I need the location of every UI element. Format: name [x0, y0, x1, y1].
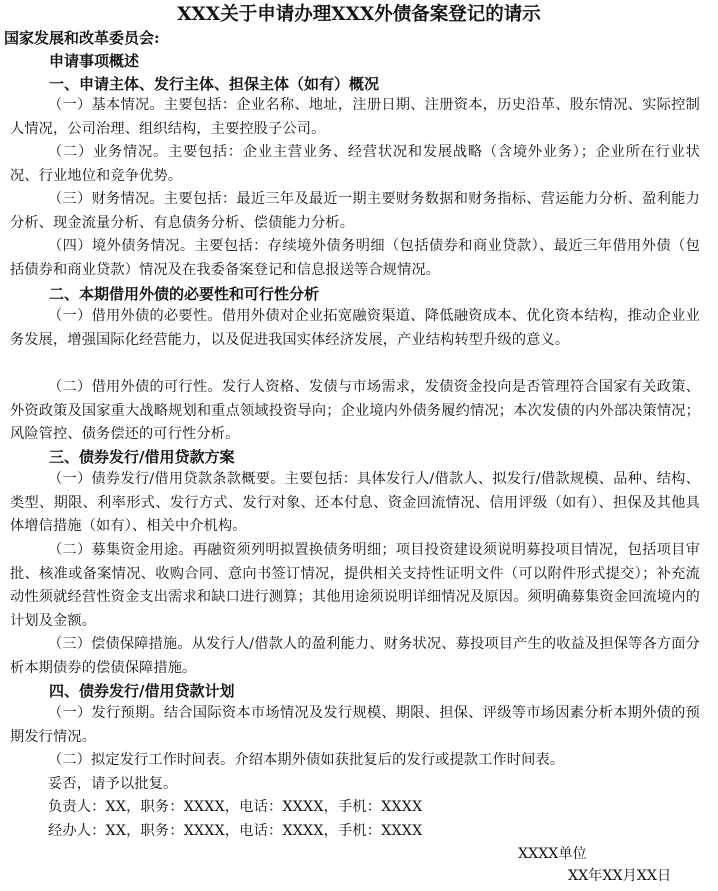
addressee: 国家发展和改革委员会: — [4, 29, 160, 47]
paragraph-2-2: （二）借用外债的可行性。发行人资格、发债与市场需求，发债资金投向是否管理符合国家有关政策、外资政策及国家重大战略规划和重点领域投资导向；企业境内外债务履约情况；本次发债的内外部决策情况；风险管控、债务偿还的可行性分析。 — [10, 379, 700, 443]
paragraph-4-1: （一）发行预期。结合国际资本市场情况及发行规模、期限、担保、评级等市场因素分析本期外债的预期发行情况。 — [10, 705, 700, 745]
contact-handler: 经办人：XX，职务：XXXX，电话：XXXX，手机：XXXX — [48, 823, 423, 839]
contact-responsible: 负责人：XX，职务：XXXX，电话：XXXX，手机：XXXX — [48, 799, 423, 815]
document-title: XXX关于申请办理XXX外债备案登记的请示 — [177, 4, 541, 25]
paragraph-2-1: （一）借用外债的必要性。借用外债对企业拓宽融资渠道、降低融资成本、优化资本结构，推动企业业务发展，增强国际化经营能力，以及促进我国实体经济发展，产业结构转型升级的意义。 — [10, 308, 700, 348]
closing-request: 妥否，请予以批复。 — [48, 776, 178, 792]
signature-unit: XXXX单位 — [518, 846, 587, 862]
paragraph-3-2: （二）募集资金用途。再融资须列明拟置换债务明细；项目投资建设须说明募投项目情况，包括项目审批、核准或备案情况、收购合同、意向书签订情况，提供相关支持性证明文件（可以附件形式提交）；补充流动性须就经营性资金支出需求和缺口进行测算；其他用途须说明详细情况及原因。须明确募集资金回流境内的计划及金额。 — [10, 542, 700, 629]
section-heading-1: 一、申请主体、发行主体、担保主体（如有）概况 — [49, 75, 380, 93]
section-heading-2: 二、本期借用外债的必要性和可行性分析 — [49, 285, 320, 303]
paragraph-1-1: （一）基本情况。主要包括：企业名称、地址，注册日期、注册资本，历史沿革、股东情况、实际控制人情况，公司治理、组织结构，主要控股子公司。 — [10, 97, 700, 137]
section-heading-4: 四、债券发行/借用贷款计划 — [49, 682, 235, 700]
paragraph-1-4: （四）境外债务情况。主要包括：存续境外债务明细（包括债券和商业贷款）、最近三年借用外债（包括债券和商业贷款）情况及在我委备案登记和信息报送等合规情况。 — [10, 238, 700, 278]
section-heading-3: 三、债券发行/借用贷款方案 — [49, 448, 235, 466]
paragraph-1-2: （二）业务情况。主要包括：企业主营业务、经营状况和发展战略（含境外业务）；企业所在行业状况、行业地位和竞争优势。 — [10, 144, 700, 184]
paragraph-3-3: （三）偿债保障措施。从发行人/借款人的盈利能力、财务状况、募投项目产生的收益及担保等各方面分析本期债券的偿债保障措施。 — [10, 636, 700, 676]
paragraph-4-2: （二）拟定发行工作时间表。介绍本期外债如获批复后的发行或提款工作时间表。 — [48, 752, 565, 768]
signature-date: XX年XX月XX日 — [568, 868, 672, 884]
paragraph-1-3: （三）财务情况。主要包括：最近三年及最近一期主要财务数据和财务指标、营运能力分析、盈利能力分析、现金流量分析、有息债务分析、偿债能力分析。 — [10, 191, 700, 231]
paragraph-3-1: （一）债券发行/借用贷款条款概要。主要包括：具体发行人/借款人、拟发行/借款规模、品种、结构、类型、期限、利率形式、发行方式、发行对象、还本付息、资金回流情况、信用评级（如有）、担保及其他具体增信措施（如有）、相关中介机构。 — [10, 471, 700, 535]
overview-heading: 申请事项概述 — [49, 52, 140, 70]
